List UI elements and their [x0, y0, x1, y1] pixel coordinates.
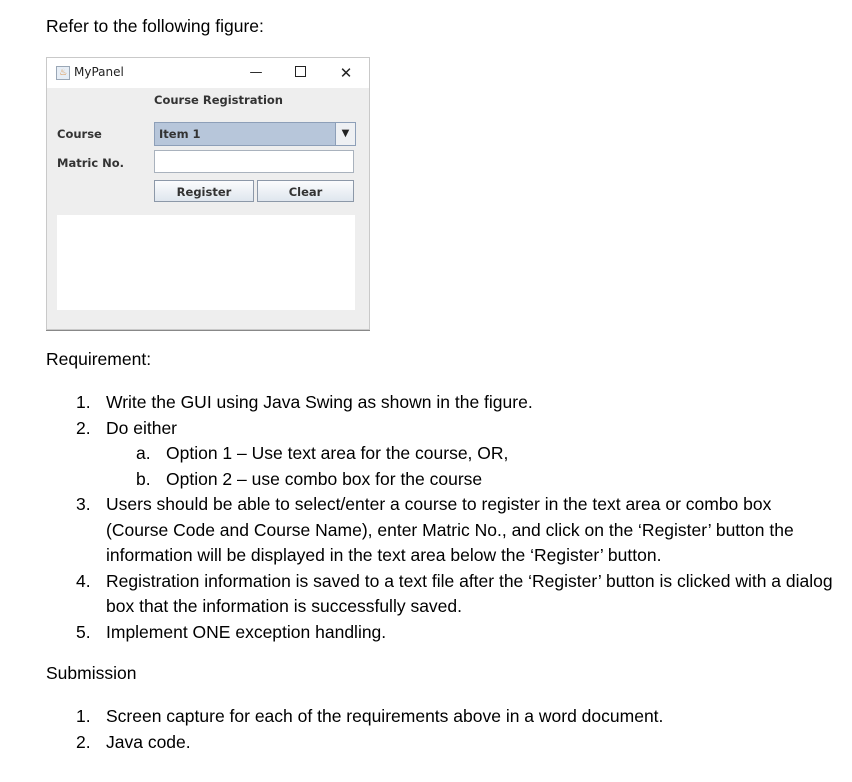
- matric-label: Matric No.: [57, 156, 125, 170]
- register-button[interactable]: Register: [154, 180, 254, 202]
- list-item: b. Option 2 – use combo box for the course: [136, 468, 483, 489]
- submission-heading: Submission: [46, 663, 137, 683]
- output-text-area[interactable]: [57, 215, 355, 310]
- intro-text: Refer to the following figure:: [46, 16, 264, 36]
- list-item: 2. Java code.: [76, 731, 191, 752]
- course-combo-value: Item 1: [159, 127, 201, 141]
- course-label: Course: [57, 127, 102, 141]
- list-item: 1. Screen capture for each of the requirements above in a word document.: [76, 706, 664, 726]
- chevron-down-icon[interactable]: ▼: [335, 123, 355, 145]
- list-item: 3. Users should be able to select/enter a course to register in the text area or combo box (Course Code and Course Name), enter Matric No., and click on the ‘Register’ button the information will be displayed in the text area below the ‘Register’ button.: [76, 494, 794, 565]
- close-icon[interactable]: ✕: [339, 64, 353, 82]
- mypanel-window: [46, 57, 370, 330]
- list-item: 5. Implement ONE exception handling.: [76, 621, 387, 642]
- submission-list: [76, 704, 836, 755]
- list-item: a. Option 1 – Use text area for the course, OR,: [136, 443, 509, 463]
- list-item: 2. Do either a. Option 1 – Use text area for the course, OR, b. Option 2 – use combo box for the course: [76, 416, 836, 493]
- window-titlebar[interactable]: [47, 58, 369, 88]
- list-item: 1. Write the GUI using Java Swing as shown in the figure.: [76, 392, 533, 412]
- course-registration-heading: Course Registration: [154, 93, 283, 107]
- matric-input[interactable]: [154, 150, 354, 173]
- requirements-list: [76, 390, 836, 645]
- window-title: MyPanel: [74, 65, 124, 79]
- minimize-icon[interactable]: —: [249, 65, 263, 80]
- maximize-icon[interactable]: [284, 62, 316, 84]
- java-cup-icon: ♨: [56, 66, 70, 80]
- course-combo-box[interactable]: [154, 122, 356, 146]
- requirement-heading: Requirement:: [46, 349, 152, 369]
- clear-button[interactable]: Clear: [257, 180, 354, 202]
- list-item: 4. Registration information is saved to a text file after the ‘Register’ button is clicked with a dialog box that the information is successfully saved.: [76, 570, 833, 616]
- options-list: [106, 441, 836, 492]
